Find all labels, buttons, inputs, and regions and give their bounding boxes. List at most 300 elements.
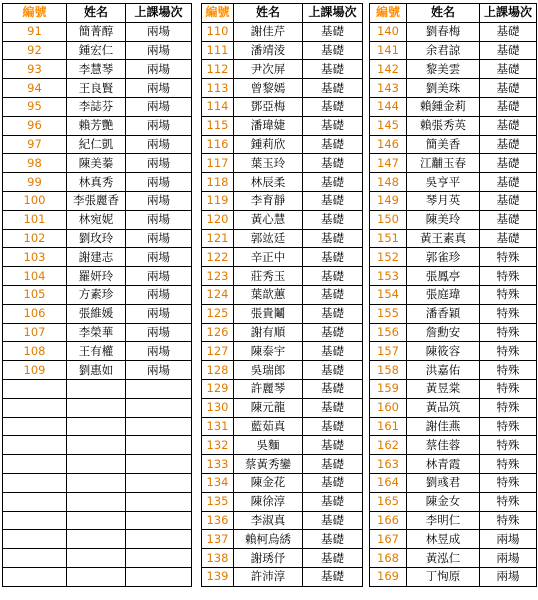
member-number: 148: [370, 173, 407, 192]
member-name: [67, 436, 126, 455]
name-header: 姓名: [234, 4, 303, 23]
table-row: [3, 492, 192, 511]
member-name: 羅妍玲: [67, 267, 126, 286]
member-name: 張庭瑋: [407, 285, 480, 304]
member-name: 謝佳芹: [234, 22, 303, 41]
table-row: [370, 267, 537, 286]
member-name: 賴張秀英: [407, 116, 480, 135]
table-row: [370, 248, 537, 267]
session-type: 基礎: [303, 304, 363, 323]
member-name: 黃王素真: [407, 229, 480, 248]
table-row: [3, 398, 192, 417]
member-name: 張鳳亭: [407, 267, 480, 286]
session-type: 兩場: [126, 173, 192, 192]
table-row: [3, 22, 192, 41]
member-number: 123: [202, 267, 234, 286]
session-type: 特殊: [480, 323, 537, 342]
member-number: 96: [3, 116, 67, 135]
session-type: 基礎: [303, 41, 363, 60]
session-type: 兩場: [480, 567, 537, 586]
member-name: [67, 511, 126, 530]
table-row: [202, 210, 363, 229]
session-type: 特殊: [480, 473, 537, 492]
table-row: [202, 304, 363, 323]
member-number: 95: [3, 97, 67, 116]
member-name: 江黼玉春: [407, 154, 480, 173]
member-name: 鍾宏仁: [67, 41, 126, 60]
session-type: 基礎: [303, 22, 363, 41]
session-type: 兩場: [126, 116, 192, 135]
member-number: 160: [370, 398, 407, 417]
session-type: 兩場: [126, 191, 192, 210]
member-name: 林宛妮: [67, 210, 126, 229]
member-name: 陳金女: [407, 492, 480, 511]
member-name: 李淑真: [234, 511, 303, 530]
member-number: 158: [370, 361, 407, 380]
session-type: [126, 398, 192, 417]
session-type: [126, 511, 192, 530]
table-row: [202, 567, 363, 586]
member-number: 161: [370, 417, 407, 436]
table-row: [370, 173, 537, 192]
session-type: 基礎: [303, 361, 363, 380]
session-type: [126, 530, 192, 549]
member-name: [67, 567, 126, 586]
table-row: [202, 323, 363, 342]
table-row: [202, 285, 363, 304]
session-type: 基礎: [303, 285, 363, 304]
session-type: 兩場: [126, 304, 192, 323]
table-row: [370, 455, 537, 474]
member-number: 139: [202, 567, 234, 586]
session-type: 兩場: [126, 342, 192, 361]
member-number: 92: [3, 41, 67, 60]
member-number: 119: [202, 191, 234, 210]
member-name: 王良賢: [67, 79, 126, 98]
session-type: [126, 549, 192, 568]
member-name: 陳美玲: [407, 210, 480, 229]
table-row: [202, 379, 363, 398]
table-row: [3, 567, 192, 586]
table-row: [202, 154, 363, 173]
member-name: 謝建志: [67, 248, 126, 267]
table-row: [370, 549, 537, 568]
session-type: 特殊: [480, 455, 537, 474]
table-row: [3, 60, 192, 79]
table-row: [3, 248, 192, 267]
session-type: 兩場: [126, 361, 192, 380]
session-type: 基礎: [303, 567, 363, 586]
member-number: 127: [202, 342, 234, 361]
session-type: 基礎: [303, 379, 363, 398]
table-row: [3, 154, 192, 173]
number-header: 編號: [202, 4, 234, 23]
member-name: 曾黎嫣: [234, 79, 303, 98]
member-name: 陳美蓁: [67, 154, 126, 173]
member-name: [67, 549, 126, 568]
member-number: 115: [202, 116, 234, 135]
table-row: [370, 473, 537, 492]
session-type: 兩場: [126, 323, 192, 342]
table-row: [370, 79, 537, 98]
table-row: [370, 492, 537, 511]
table-row: [370, 41, 537, 60]
session-type: 基礎: [303, 436, 363, 455]
member-number: 147: [370, 154, 407, 173]
session-type: 基礎: [303, 79, 363, 98]
session-type: 兩場: [480, 549, 537, 568]
session-type: 基礎: [480, 22, 537, 41]
member-number: 124: [202, 285, 234, 304]
table-row: [3, 323, 192, 342]
table-row: [370, 60, 537, 79]
member-number: 168: [370, 549, 407, 568]
table-row: [3, 455, 192, 474]
session-type: 基礎: [303, 342, 363, 361]
member-number: 110: [202, 22, 234, 41]
member-name: 李榮華: [67, 323, 126, 342]
roster-table-1: [2, 3, 192, 587]
member-number: 103: [3, 248, 67, 267]
session-type: 基礎: [303, 492, 363, 511]
member-number: 132: [202, 436, 234, 455]
member-name: 張貴鬮: [234, 304, 303, 323]
table-row: [3, 549, 192, 568]
name-header: 姓名: [67, 4, 126, 23]
member-name: 蔡黃秀鑾: [234, 455, 303, 474]
table-row: [3, 191, 192, 210]
table-row: [3, 116, 192, 135]
table-row: [202, 41, 363, 60]
member-number: 169: [370, 567, 407, 586]
member-name: 簡菁醇: [67, 22, 126, 41]
member-number: 162: [370, 436, 407, 455]
session-type: 基礎: [303, 210, 363, 229]
member-number: [3, 398, 67, 417]
member-number: 138: [202, 549, 234, 568]
roster-table-3: [369, 3, 537, 587]
member-name: 賴鍾金莉: [407, 97, 480, 116]
member-name: 許麗琴: [234, 379, 303, 398]
member-number: 112: [202, 60, 234, 79]
session-type: 基礎: [480, 229, 537, 248]
session-type: 基礎: [303, 530, 363, 549]
session-type: 特殊: [480, 398, 537, 417]
member-name: 李慧琴: [67, 60, 126, 79]
session-type: 特殊: [480, 342, 537, 361]
member-name: 許沛淳: [234, 567, 303, 586]
member-number: 121: [202, 229, 234, 248]
member-number: 155: [370, 304, 407, 323]
member-number: [3, 455, 67, 474]
table-row: [202, 191, 363, 210]
table-row: [370, 361, 537, 380]
session-header: 上課場次: [126, 4, 192, 23]
member-number: 150: [370, 210, 407, 229]
table-row: [370, 22, 537, 41]
session-type: 特殊: [480, 379, 537, 398]
session-type: 基礎: [303, 417, 363, 436]
member-name: [67, 417, 126, 436]
member-number: 117: [202, 154, 234, 173]
table-row: [370, 210, 537, 229]
member-number: 156: [370, 323, 407, 342]
member-number: 165: [370, 492, 407, 511]
table-row: [370, 567, 537, 586]
table-row: [202, 549, 363, 568]
member-name: 紀仁凱: [67, 135, 126, 154]
member-number: 97: [3, 135, 67, 154]
member-name: 鍾莉欣: [234, 135, 303, 154]
table-row: [202, 229, 363, 248]
member-number: [3, 549, 67, 568]
session-type: 基礎: [303, 173, 363, 192]
member-name: 黃心慧: [234, 210, 303, 229]
table-row: [3, 210, 192, 229]
session-type: 基礎: [303, 248, 363, 267]
member-name: 莊秀玉: [234, 267, 303, 286]
member-number: 108: [3, 342, 67, 361]
table-row: [202, 248, 363, 267]
session-type: 兩場: [126, 60, 192, 79]
member-number: 118: [202, 173, 234, 192]
session-type: 兩場: [480, 530, 537, 549]
number-header: 編號: [370, 4, 407, 23]
member-name: 林真秀: [67, 173, 126, 192]
member-number: 143: [370, 79, 407, 98]
session-type: 基礎: [303, 60, 363, 79]
member-number: 91: [3, 22, 67, 41]
session-type: 兩場: [126, 267, 192, 286]
session-type: 基礎: [303, 135, 363, 154]
member-name: 林青霞: [407, 455, 480, 474]
member-name: 劉玫玲: [67, 229, 126, 248]
table-row: [370, 191, 537, 210]
session-type: 兩場: [126, 154, 192, 173]
member-name: 黃昱棠: [407, 379, 480, 398]
member-number: 152: [370, 248, 407, 267]
table-row: [3, 436, 192, 455]
member-number: 111: [202, 41, 234, 60]
table-row: [202, 511, 363, 530]
member-name: [67, 492, 126, 511]
table-row: [370, 342, 537, 361]
table-row: [202, 398, 363, 417]
table-row: [3, 530, 192, 549]
member-number: 140: [370, 22, 407, 41]
member-number: 144: [370, 97, 407, 116]
member-number: 146: [370, 135, 407, 154]
table-row: [3, 379, 192, 398]
member-number: 164: [370, 473, 407, 492]
session-type: 基礎: [480, 135, 537, 154]
number-header: 編號: [3, 4, 67, 23]
session-header: 上課場次: [303, 4, 363, 23]
member-name: 劉春梅: [407, 22, 480, 41]
session-type: 基礎: [480, 97, 537, 116]
member-number: 126: [202, 323, 234, 342]
table-row: [202, 22, 363, 41]
member-number: 101: [3, 210, 67, 229]
table-row: [370, 154, 537, 173]
table-row: [370, 511, 537, 530]
member-number: [3, 436, 67, 455]
table-row: [3, 285, 192, 304]
member-number: 125: [202, 304, 234, 323]
session-type: 兩場: [126, 22, 192, 41]
table-row: [202, 116, 363, 135]
member-name: 吳亨平: [407, 173, 480, 192]
member-name: [67, 530, 126, 549]
session-type: [126, 567, 192, 586]
session-type: 基礎: [480, 116, 537, 135]
member-name: 陳筱容: [407, 342, 480, 361]
member-name: 潘靖淩: [234, 41, 303, 60]
member-name: [67, 398, 126, 417]
session-type: 基礎: [480, 173, 537, 192]
member-number: 149: [370, 191, 407, 210]
table-row: [370, 436, 537, 455]
member-name: 方素珍: [67, 285, 126, 304]
table-row: [202, 530, 363, 549]
table-row: [202, 173, 363, 192]
member-number: [3, 530, 67, 549]
table-row: [202, 97, 363, 116]
session-type: 基礎: [480, 41, 537, 60]
header-row: [370, 4, 537, 23]
member-number: 109: [3, 361, 67, 380]
member-number: 106: [3, 304, 67, 323]
member-number: 105: [3, 285, 67, 304]
table-row: [370, 229, 537, 248]
table-row: [3, 511, 192, 530]
session-type: 特殊: [480, 436, 537, 455]
member-name: 鄧亞梅: [234, 97, 303, 116]
table-row: [202, 417, 363, 436]
member-name: 劉美珠: [407, 79, 480, 98]
session-type: 兩場: [126, 97, 192, 116]
member-number: 93: [3, 60, 67, 79]
member-number: 136: [202, 511, 234, 530]
table-row: [370, 530, 537, 549]
member-name: 葉玉玲: [234, 154, 303, 173]
member-number: 113: [202, 79, 234, 98]
member-name: 丁恂原: [407, 567, 480, 586]
session-type: 兩場: [126, 79, 192, 98]
member-name: 潘香穎: [407, 304, 480, 323]
session-type: 基礎: [303, 116, 363, 135]
member-name: 王有權: [67, 342, 126, 361]
member-name: 李明仁: [407, 511, 480, 530]
member-name: 謝琇伃: [234, 549, 303, 568]
member-name: 劉彧君: [407, 473, 480, 492]
session-type: [126, 417, 192, 436]
session-type: 特殊: [480, 417, 537, 436]
member-number: 94: [3, 79, 67, 98]
member-number: 137: [202, 530, 234, 549]
member-number: 114: [202, 97, 234, 116]
member-name: [67, 473, 126, 492]
table-row: [3, 229, 192, 248]
session-type: [126, 379, 192, 398]
member-name: 簡美香: [407, 135, 480, 154]
session-type: 基礎: [303, 229, 363, 248]
header-row: [202, 4, 363, 23]
member-name: 林辰柔: [234, 173, 303, 192]
session-type: 基礎: [303, 97, 363, 116]
session-type: [126, 492, 192, 511]
table-row: [3, 41, 192, 60]
session-type: [126, 473, 192, 492]
member-number: 100: [3, 191, 67, 210]
member-name: 賴芳艷: [67, 116, 126, 135]
member-number: [3, 492, 67, 511]
session-type: 特殊: [480, 361, 537, 380]
member-name: 黎美雲: [407, 60, 480, 79]
member-number: 99: [3, 173, 67, 192]
session-type: 基礎: [480, 79, 537, 98]
member-number: 134: [202, 473, 234, 492]
session-type: 基礎: [303, 267, 363, 286]
table-row: [370, 417, 537, 436]
member-name: 郭竑廷: [234, 229, 303, 248]
table-row: [370, 116, 537, 135]
member-name: 尹次屏: [234, 60, 303, 79]
member-name: 劉惠如: [67, 361, 126, 380]
table-row: [370, 398, 537, 417]
table-row: [3, 267, 192, 286]
member-number: 145: [370, 116, 407, 135]
table-row: [202, 436, 363, 455]
session-type: 特殊: [480, 267, 537, 286]
member-name: 吳麵: [234, 436, 303, 455]
member-number: 153: [370, 267, 407, 286]
member-name: 辛正中: [234, 248, 303, 267]
table-row: [3, 79, 192, 98]
session-type: 基礎: [480, 191, 537, 210]
table-row: [3, 473, 192, 492]
table-row: [370, 323, 537, 342]
session-type: 特殊: [480, 248, 537, 267]
member-number: [3, 417, 67, 436]
table-row: [202, 455, 363, 474]
session-type: 兩場: [126, 41, 192, 60]
member-number: 142: [370, 60, 407, 79]
member-name: 李張麗香: [67, 191, 126, 210]
table-row: [370, 304, 537, 323]
session-type: 兩場: [126, 229, 192, 248]
session-type: 基礎: [303, 191, 363, 210]
member-number: 116: [202, 135, 234, 154]
session-type: 基礎: [480, 210, 537, 229]
member-name: 賴柯烏綉: [234, 530, 303, 549]
member-number: 133: [202, 455, 234, 474]
name-header: 姓名: [407, 4, 480, 23]
member-name: 詹勳安: [407, 323, 480, 342]
table-row: [3, 342, 192, 361]
session-type: 特殊: [480, 492, 537, 511]
member-number: 141: [370, 41, 407, 60]
member-number: 151: [370, 229, 407, 248]
member-name: 吳瑞郎: [234, 361, 303, 380]
member-name: [67, 379, 126, 398]
member-name: 陳元龍: [234, 398, 303, 417]
member-name: 李誌芬: [67, 97, 126, 116]
member-name: 林昱成: [407, 530, 480, 549]
member-number: 154: [370, 285, 407, 304]
member-number: 129: [202, 379, 234, 398]
member-name: 黃品筑: [407, 398, 480, 417]
